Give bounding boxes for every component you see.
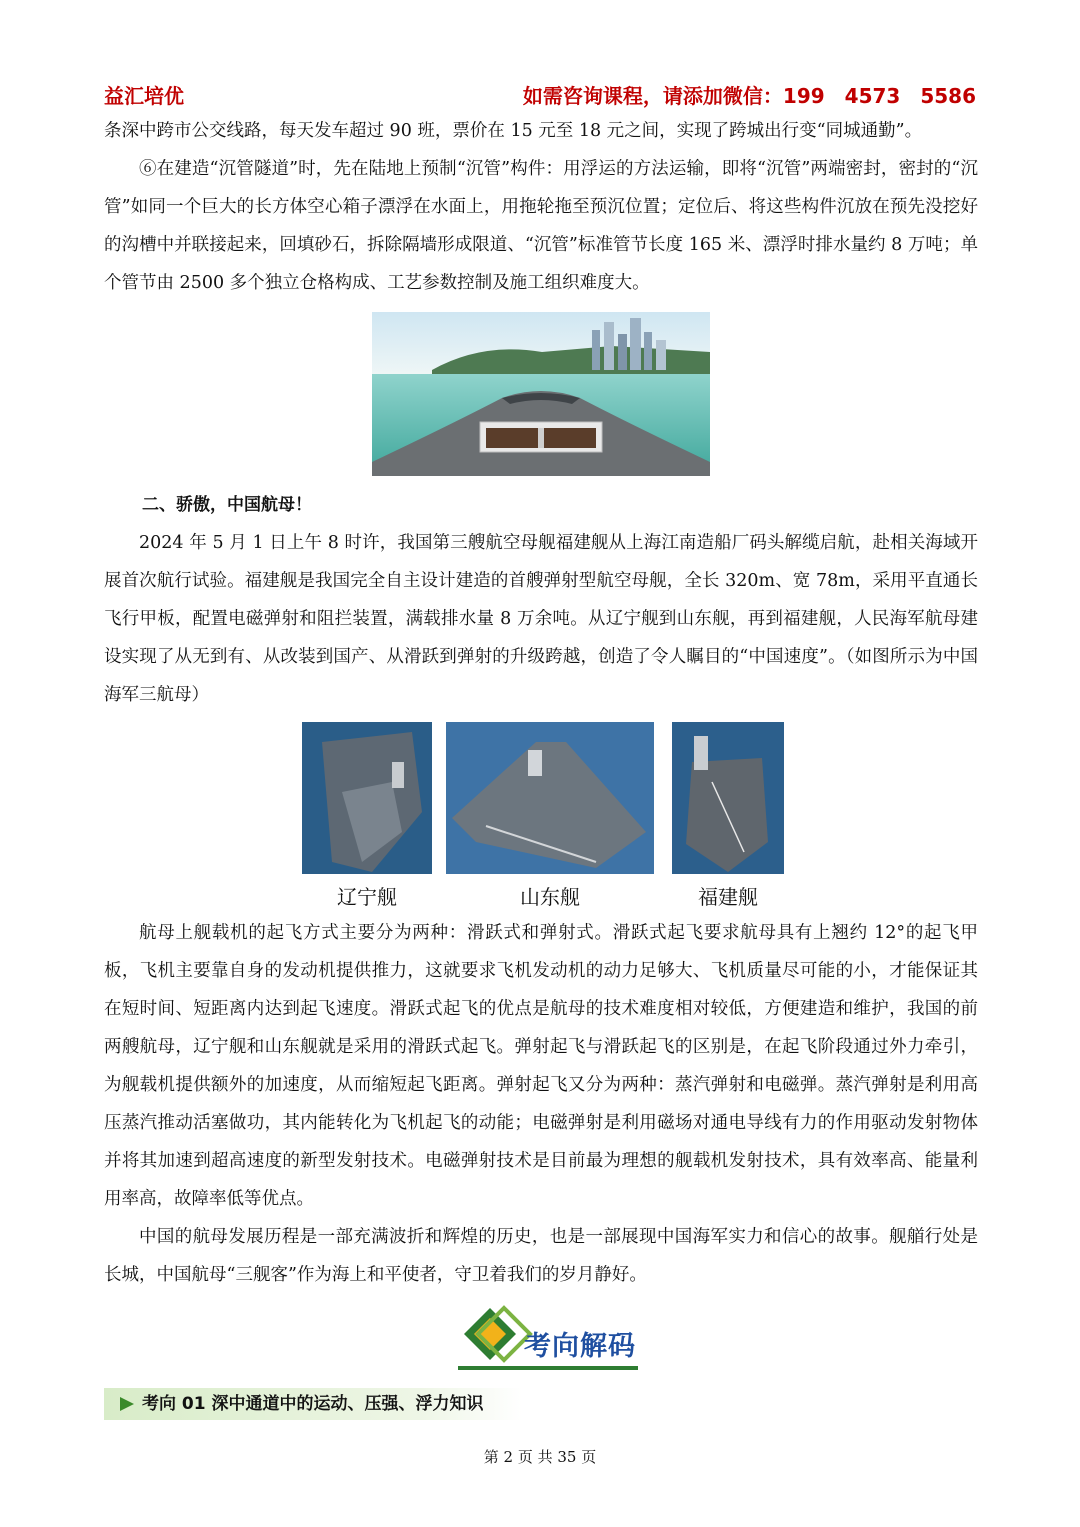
page-number: 第 2 页 共 35 页 — [483, 1448, 597, 1466]
contact-info: 如需咨询课程，请添加微信：199 4573 5586 — [522, 84, 976, 108]
kaoxiang-01-text: 考向 01 深中通道中的运动、压强、浮力知识 — [142, 1394, 484, 1414]
triangle-arrow-icon — [120, 1397, 134, 1411]
paragraph-bus-lines: 条深中跨市公交线路，每天发车超过 90 班，票价在 15 元至 18 元之间，实现了跨城出行变“同城通勤”。 — [104, 121, 923, 141]
brand-name: 益汇培优 — [104, 84, 184, 108]
paragraph-fujian-carrier: 2024 年 5 月 1 日上午 8 时许，我国第三艘航空母舰福建舰从上海江南造船厂码头解缆启航，赴相关海域开展首次航行试验。福建舰是我国完全自主设计建造的首艘弹射型航空母舰，全长 320m、宽 78m，采用平直通长飞行甲板，配置电磁弹射和阻拦装置，满载排水量 8 万余吨。从辽宁舰到山东舰，再到福建舰，人民海军航母建设实现了从无到有、从改装到国产、从滑跃到弹射的升级跨越，创造了令人瞩目的“中国速度”。（如图所示为中国海军三航母） — [104, 533, 978, 705]
shandong-photo — [446, 722, 654, 874]
caption-fujian: 福建舰 — [698, 885, 758, 909]
caption-liaoning: 辽宁舰 — [337, 885, 397, 909]
kaoxiang-title: 考向解码 — [524, 1331, 636, 1362]
paragraph-carrier-history: 中国的航母发展历程是一部充满波折和辉煌的历史，也是一部展现中国海军实力和信心的故事。舰艏行处是长城，中国航母“三舰客”作为海上和平使者，守卫着我们的岁月静好。 — [104, 1227, 978, 1285]
fujian-photo — [672, 722, 784, 874]
caption-shandong: 山东舰 — [520, 885, 580, 909]
paragraph-takeoff-methods: 航母上舰载机的起飞方式主要分为两种：滑跃式和弹射式。滑跃式起飞要求航母具有上翘约 12°的起飞甲板，飞机主要靠自身的发动机提供推力，这就要求飞机发动机的动力足够大、飞机质量尽可能的小，才能保证其在短时间、短距离内达到起飞速度。滑跃式起飞的优点是航母的技术难度相对较低，方便建造和维护，我国的前两艘航母，辽宁舰和山东舰就是采用的滑跃式起飞。弹射起飞与滑跃起飞的区别是，在起飞阶段通过外力牵引，为舰载机提供额外的加速度，从而缩短起飞距离。弹射起飞又分为两种：蒸汽弹射和电磁弹。蒸汽弹射是利用高压蒸汽推动活塞做功，其内能转化为飞机起飞的动能；电磁弹射是利用磁场对通电导线有力的作用驱动发射物体并将其加速到超高速度的新型发射技术。电磁弹射技术是目前最为理想的舰载机发射技术，具有效率高、能量利用率高，故障率低等优点。 — [104, 923, 978, 1209]
kaoxiang-01-heading — [104, 1388, 522, 1420]
carrier-photos — [104, 722, 978, 914]
paragraph-immersed-tube: ⑥在建造“沉管隧道”时，先在陆地上预制“沉管”构件：用浮运的方法运输，即将“沉管”两端密封，密封的“沉管”如同一个巨大的长方体空心箱子漂浮在水面上，用拖轮拖至预沉位置；定位后、将这些构件沉放在预先没挖好的沟槽中并联接起来，回填砂石，拆除隔墙形成限道、“沉管”标准管节长度 165 米、漂浮时排水量约 8 万吨；单个管节由 2500 多个独立仓格构成、工艺参数控制及施工组织难度大。 — [104, 159, 978, 293]
page-content — [104, 112, 978, 1420]
page-header — [104, 80, 976, 112]
immersed-tunnel-image — [372, 312, 710, 476]
liaoning-photo — [302, 722, 432, 874]
kaoxiang-banner — [104, 1300, 978, 1378]
immersed-tunnel-illustration — [372, 312, 710, 476]
section-title-aircraft-carrier: 二、骄傲，中国航母！ — [142, 495, 312, 515]
